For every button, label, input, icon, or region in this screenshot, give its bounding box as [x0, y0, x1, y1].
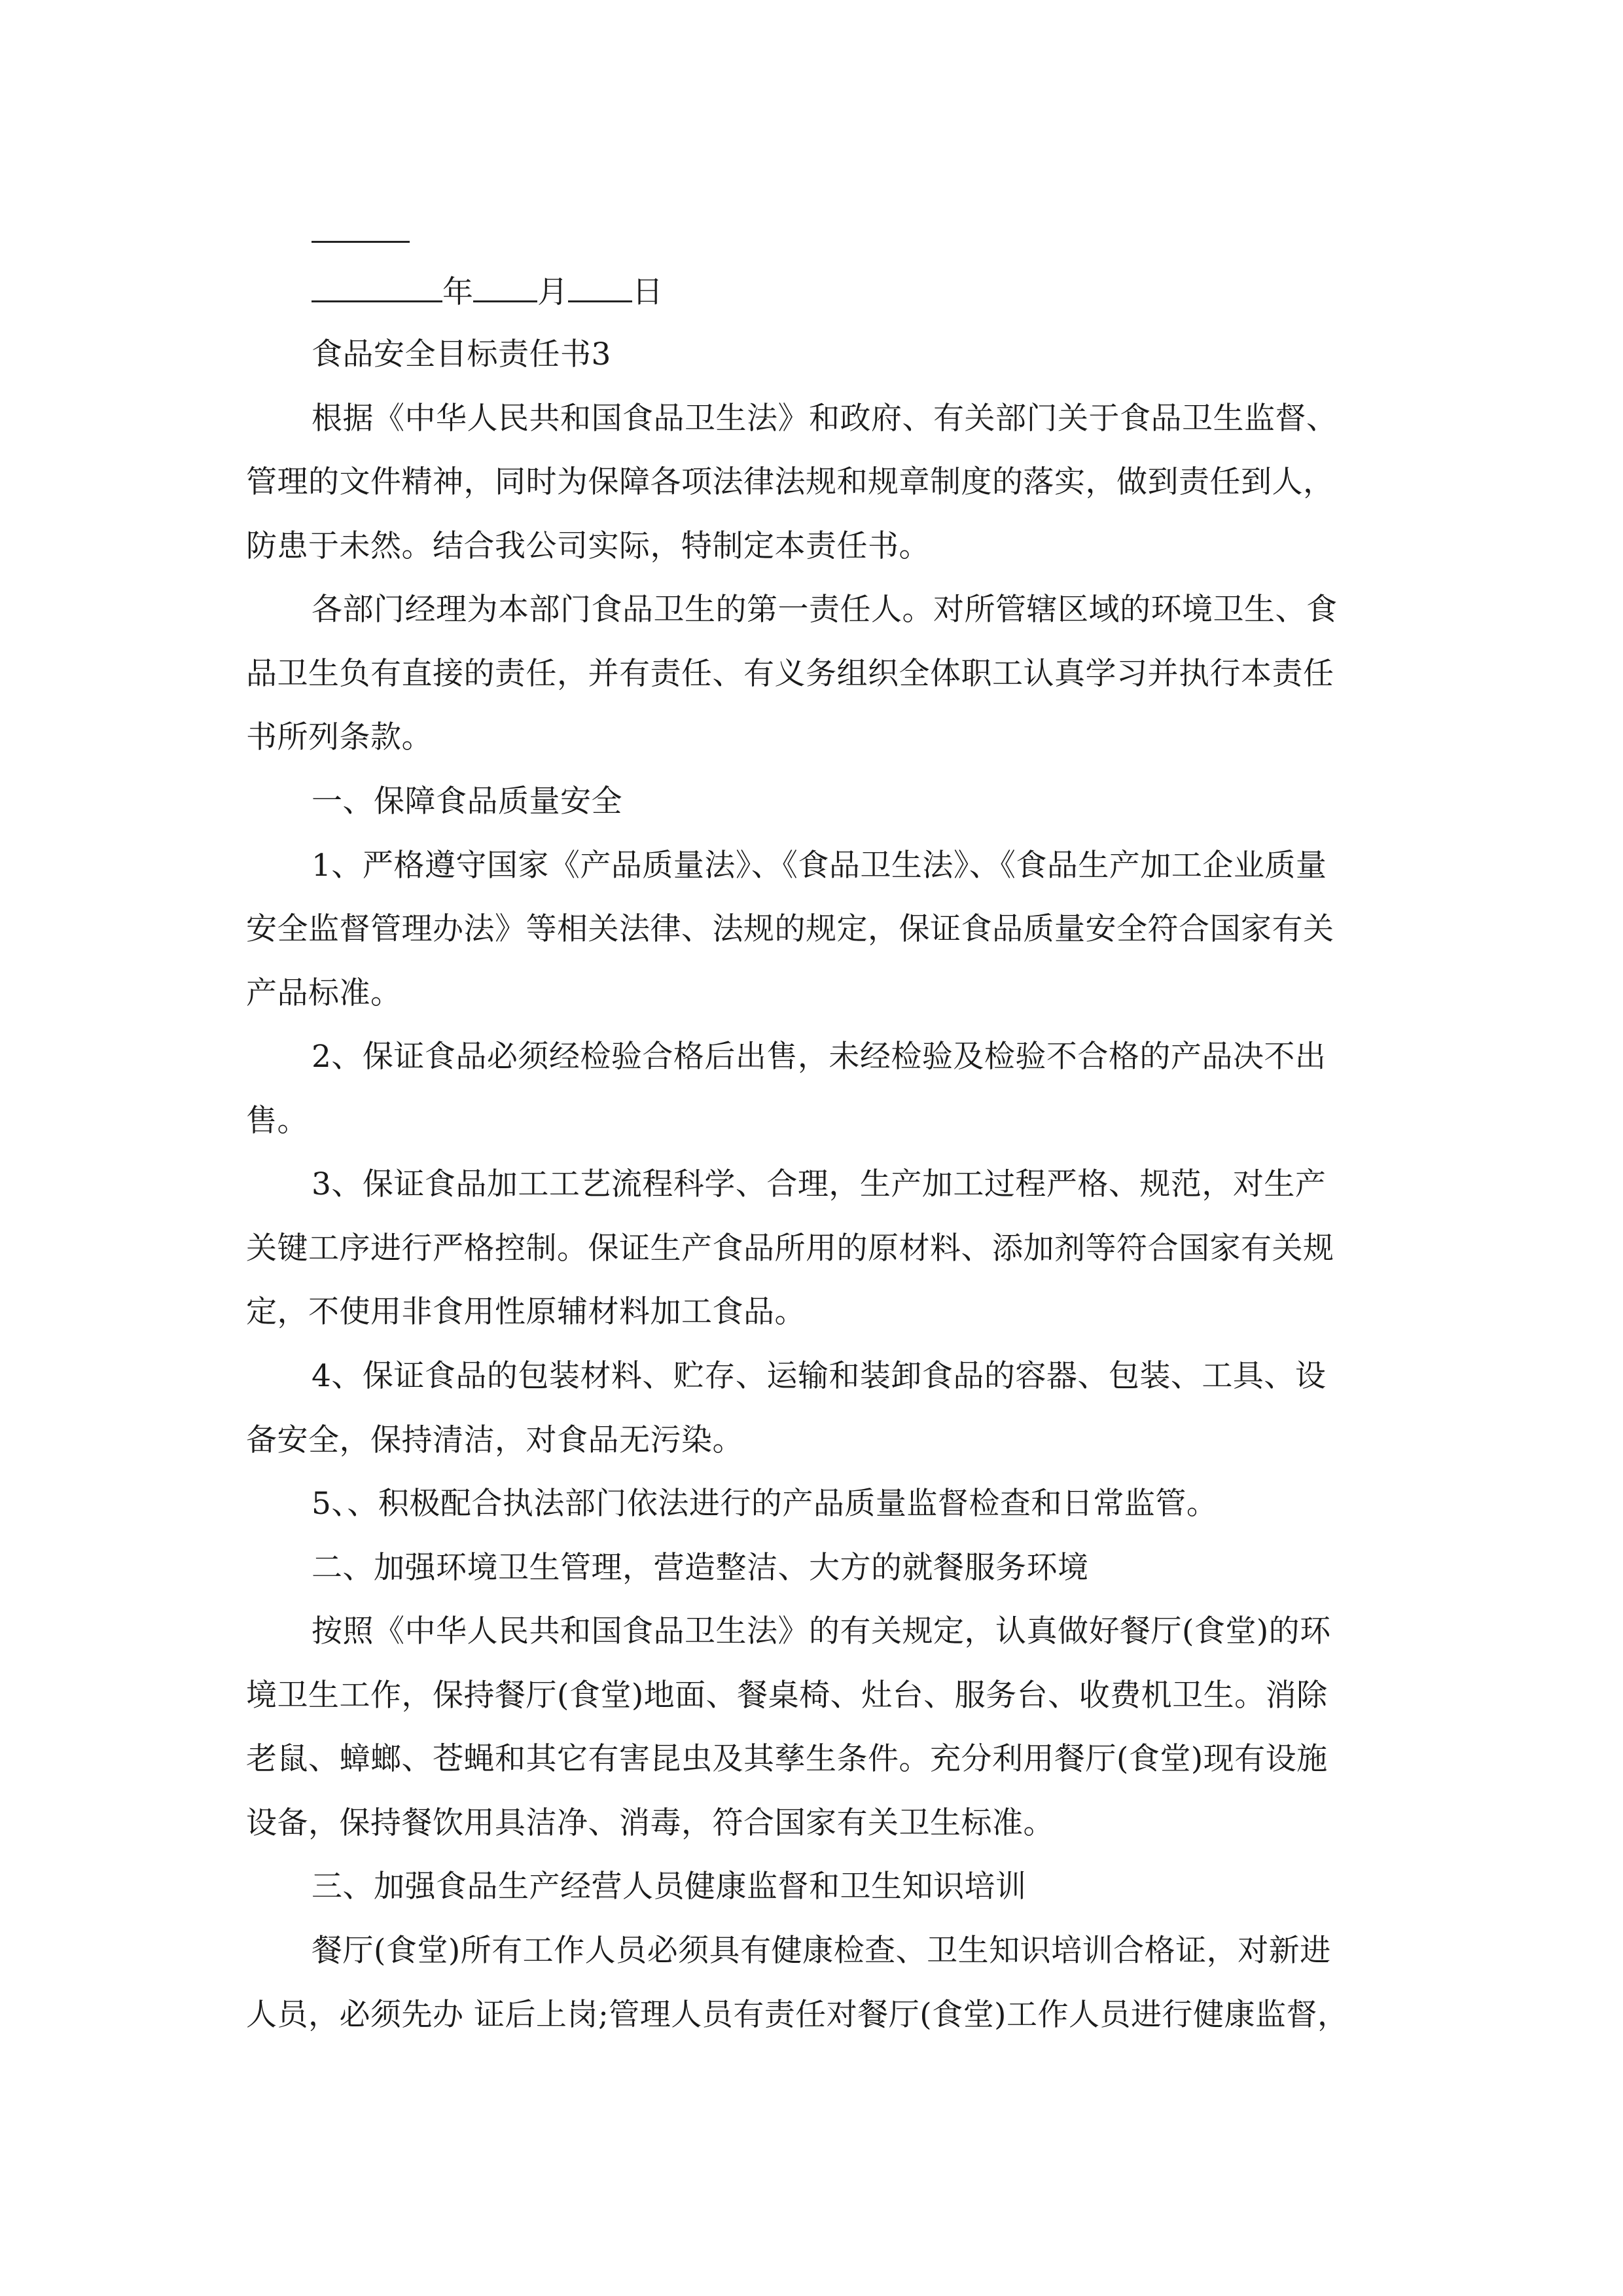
section-heading: 一、保障食品质量安全 — [312, 783, 622, 819]
paragraph-line: 定，不使用非食用性原辅材料加工食品。 — [246, 1294, 806, 1330]
date-year-label: 年 — [442, 274, 473, 310]
paragraph-line: 人员，必须先办 证后上岗;管理人员有责任对餐厅(食堂)工作人员进行健康监督， — [246, 1997, 1349, 2033]
paragraph-line: 根据《中华人民共和国食品卫生法》和政府、有关部门关于食品卫生监督、 — [312, 401, 1338, 437]
paragraph-line: 设备，保持餐饮用具洁净、消毒，符合国家有关卫生标准。 — [246, 1805, 1054, 1841]
paragraph-line: 产品标准。 — [246, 975, 402, 1011]
paragraph-line: 安全监督管理办法》等相关法律、法规的规定，保证食品质量安全符合国家有关 — [246, 911, 1334, 947]
paragraph-line: 1、严格遵守国家《产品质量法》、《食品卫生法》、《食品生产加工企业质量 — [312, 848, 1327, 884]
paragraph-line: 境卫生工作，保持餐厅(食堂)地面、餐桌椅、灶台、服务台、收费机卫生。消除 — [246, 1677, 1328, 1713]
paragraph-line: 防患于未然。结合我公司实际，特制定本责任书。 — [246, 528, 930, 564]
paragraph-line: 老鼠、蟑螂、苍蝇和其它有害昆虫及其孳生条件。充分利用餐厅(食堂)现有设施 — [246, 1741, 1328, 1777]
year-blank — [312, 272, 442, 302]
paragraph-line: 4、保证食品的包装材料、贮存、运输和装卸食品的容器、包装、工具、设 — [312, 1358, 1327, 1394]
paragraph-line: 品卫生负有直接的责任，并有责任、有义务组织全体职工认真学习并执行本责任 — [246, 656, 1334, 692]
paragraph-line: 5、、积极配合执法部门依法进行的产品质量监督检查和日常监管。 — [312, 1486, 1218, 1522]
paragraph-line: 管理的文件精神，同时为保障各项法律法规和规章制度的落实，做到责任到人， — [246, 464, 1334, 500]
section-heading: 二、加强环境卫生管理，营造整洁、大方的就餐服务环境 — [312, 1550, 1089, 1586]
signature-underline — [312, 241, 410, 243]
paragraph-line: 按照《中华人民共和国食品卫生法》的有关规定，认真做好餐厅(食堂)的环 — [312, 1613, 1331, 1649]
date-day-label: 日 — [632, 274, 663, 310]
paragraph-line: 售。 — [246, 1103, 308, 1139]
paragraph-line: 餐厅(食堂)所有工作人员必须具有健康检查、卫生知识培训合格证，对新进 — [312, 1933, 1331, 1969]
document-title: 食品安全目标责任书3 — [312, 336, 611, 372]
date-line — [312, 272, 663, 311]
section-heading: 三、加强食品生产经营人员健康监督和卫生知识培训 — [312, 1869, 1027, 1905]
day-blank — [568, 272, 632, 302]
date-month-label: 月 — [537, 274, 568, 310]
paragraph-line: 2、保证食品必须经检验合格后出售，未经检验及检验不合格的产品决不出 — [312, 1039, 1327, 1075]
paragraph-line: 各部门经理为本部门食品卫生的第一责任人。对所管辖区域的环境卫生、食 — [312, 592, 1338, 628]
paragraph-line: 备安全，保持清洁，对食品无污染。 — [246, 1422, 743, 1458]
paragraph-line: 书所列条款。 — [246, 719, 433, 755]
month-blank — [473, 272, 537, 302]
paragraph-line: 关键工序进行严格控制。保证生产食品所用的原材料、添加剂等符合国家有关规 — [246, 1230, 1334, 1266]
paragraph-line: 3、保证食品加工工艺流程科学、合理，生产加工过程严格、规范，对生产 — [312, 1166, 1327, 1202]
